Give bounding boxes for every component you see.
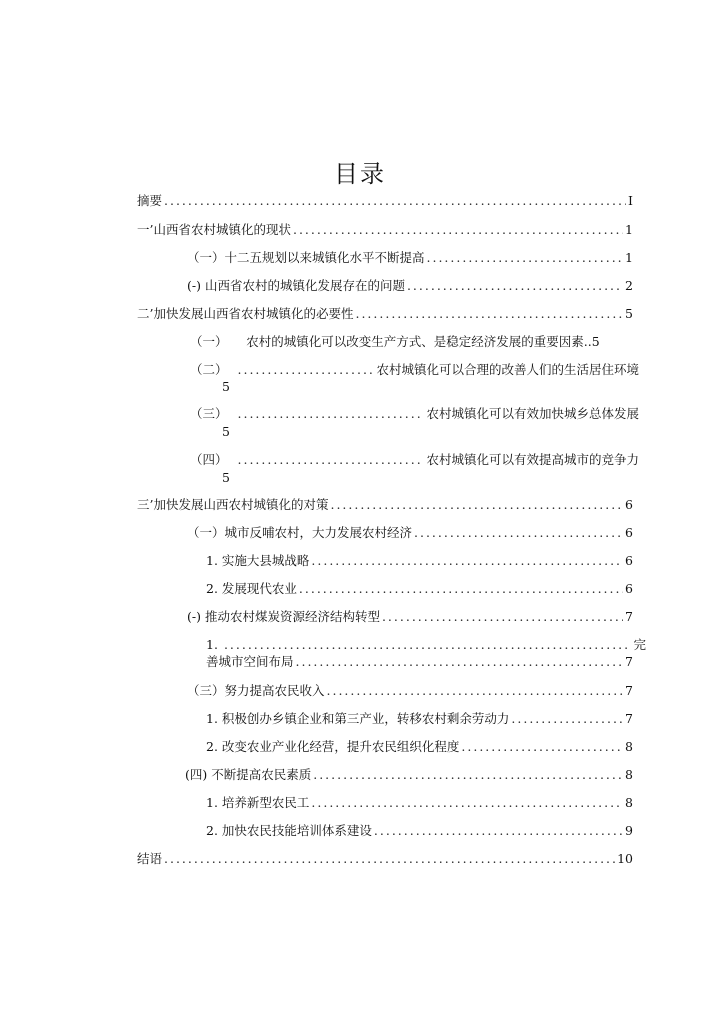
toc-entry-page: 6 — [625, 581, 633, 596]
toc-entry-page: 10 — [617, 851, 633, 866]
toc-entry-page: 7 — [625, 683, 633, 698]
toc-entry-number: （三） — [190, 406, 228, 421]
toc-entry-label: 农村城镇化可以合理的改善人们的生活居住环境 — [376, 362, 639, 377]
toc-entry-section-3-4-2[interactable] — [206, 823, 633, 839]
leader-dots — [414, 525, 623, 541]
leader-dots — [327, 683, 624, 699]
toc-entry-page: 7 — [625, 654, 633, 669]
toc-entry-label: 二’加快发展山西省农村城镇化的必要性 — [137, 306, 354, 321]
toc-entry-number: （二） — [190, 362, 228, 377]
toc-entry-section-3-2[interactable] — [187, 609, 633, 625]
leader-dots — [238, 406, 423, 422]
toc-entry-label: 结语 — [137, 851, 163, 866]
toc-entry-page: 6 — [625, 497, 633, 512]
toc-entry-page: 8 — [625, 739, 633, 754]
toc-entry-label: 三’加快发展山西农村城镇化的对策 — [137, 497, 329, 512]
toc-entry-section-1-2[interactable] — [187, 278, 633, 294]
toc-entry-label: 1. 积极创办乡镇企业和第三产业，转移农村剩余劳动力 — [206, 711, 510, 726]
toc-entry-label: （三）努力提高农民收入 — [187, 683, 325, 698]
leader-dots — [313, 767, 623, 783]
leader-dots — [293, 222, 623, 238]
toc-entry-label: 2. 发展现代农业 — [206, 581, 297, 596]
toc-entry-label: （一） 农村的城镇化可以改变生产方式、是稳定经济发展的重要因素..5 — [190, 334, 600, 349]
leader-dots — [407, 278, 623, 294]
toc-entry-section-2-3[interactable] — [190, 406, 639, 422]
leader-dots — [461, 739, 623, 755]
toc-entry-page: 7 — [625, 711, 633, 726]
toc-entry-page: 7 — [625, 609, 633, 624]
toc-entry-section-3-4-1[interactable] — [206, 795, 633, 811]
toc-entry-section-3-4[interactable] — [185, 767, 633, 783]
toc-entry-label: （一）城市反哺农村，大力发展农村经济 — [187, 525, 413, 540]
toc-entry-page: 6 — [625, 525, 633, 540]
toc-entry-section-3-1[interactable] — [187, 525, 633, 541]
leader-dots — [427, 250, 624, 266]
leader-dots — [164, 193, 626, 209]
toc-entry-label: 1. 培养新型农民工 — [206, 795, 310, 810]
leader-dots — [311, 795, 623, 811]
toc-entry-section-3-3-2[interactable] — [206, 739, 633, 755]
toc-entry-conclusion[interactable] — [137, 851, 633, 867]
toc-entry-label: 1. 实施大县城战略 — [206, 553, 310, 568]
toc-entry-label: (-) 推动农村煤炭资源经济结构转型 — [187, 609, 380, 624]
toc-entry-page: 6 — [625, 553, 633, 568]
toc-title: 目录 — [334, 160, 386, 188]
toc-entry-label: （一）十二五规划以来城镇化水平不断提高 — [187, 250, 425, 265]
toc-entry-page: 5 — [222, 424, 230, 439]
leader-dots — [511, 711, 623, 727]
toc-entry-section-2-1[interactable] — [190, 334, 630, 350]
toc-entry-label: 善城市空间布局 — [206, 654, 294, 669]
leader-dots — [355, 306, 623, 322]
toc-entry-page: 1 — [625, 250, 633, 265]
toc-entry-section-1[interactable] — [137, 222, 633, 238]
toc-entry-label: 2. 加快农民技能培训体系建设 — [206, 823, 372, 838]
toc-entry-page: 5 — [625, 306, 633, 321]
leader-dots — [299, 581, 623, 597]
toc-entry-section-2-2[interactable] — [190, 362, 639, 378]
toc-entry-number: （四） — [190, 452, 228, 467]
toc-entry-label: 2. 改变农业产业化经营，提升农民组织化程度 — [206, 739, 460, 754]
toc-entry-section-2-4[interactable] — [190, 452, 639, 468]
leader-dots — [296, 654, 624, 670]
leader-dots — [238, 362, 373, 378]
toc-entry-section-3-1-1[interactable] — [206, 553, 633, 569]
leader-dots — [164, 851, 615, 867]
toc-entry-page: 9 — [625, 823, 633, 838]
toc-entry-section-3-3[interactable] — [187, 683, 633, 699]
toc-entry-section-1-1[interactable] — [187, 250, 633, 266]
leader-dots — [224, 637, 632, 653]
leader-dots — [311, 553, 623, 569]
toc-entry-page: 1 — [625, 222, 633, 237]
toc-entry-abstract[interactable] — [137, 193, 633, 209]
toc-entry-page: 2 — [625, 278, 633, 293]
leader-dots — [374, 823, 623, 839]
toc-entry-label: (-) 山西省农村的城镇化发展存在的问题 — [187, 278, 405, 293]
toc-entry-label: 完 — [633, 637, 646, 652]
toc-entry-section-2[interactable] — [137, 306, 633, 322]
toc-entry-page: I — [628, 193, 633, 208]
toc-entry-label: (四) 不断提高农民素质 — [185, 767, 312, 782]
toc-entry-page: 5 — [222, 379, 230, 394]
leader-dots — [382, 609, 623, 625]
toc-entry-number: 1. — [206, 637, 218, 652]
toc-entry-label: 农村城镇化可以有效加快城乡总体发展 — [426, 406, 639, 421]
leader-dots — [330, 497, 623, 513]
toc-entry-section-3-2-1[interactable] — [206, 637, 646, 653]
toc-entry-section-3[interactable] — [137, 497, 633, 513]
toc-entry-label: 农村城镇化可以有效提高城市的竞争力 — [426, 452, 639, 467]
toc-entry-section-3-1-2[interactable] — [206, 581, 633, 597]
toc-entry-label: 一’山西省农村城镇化的现状 — [137, 222, 291, 237]
leader-dots — [238, 452, 423, 468]
toc-entry-page: 8 — [625, 795, 633, 810]
toc-entry-page: 5 — [222, 470, 230, 485]
toc-entry-page: 8 — [625, 767, 633, 782]
toc-entry-label: 摘要 — [137, 193, 163, 208]
toc-entry-section-3-2-1-cont[interactable] — [206, 654, 633, 670]
toc-entry-section-3-3-1[interactable] — [206, 711, 633, 727]
